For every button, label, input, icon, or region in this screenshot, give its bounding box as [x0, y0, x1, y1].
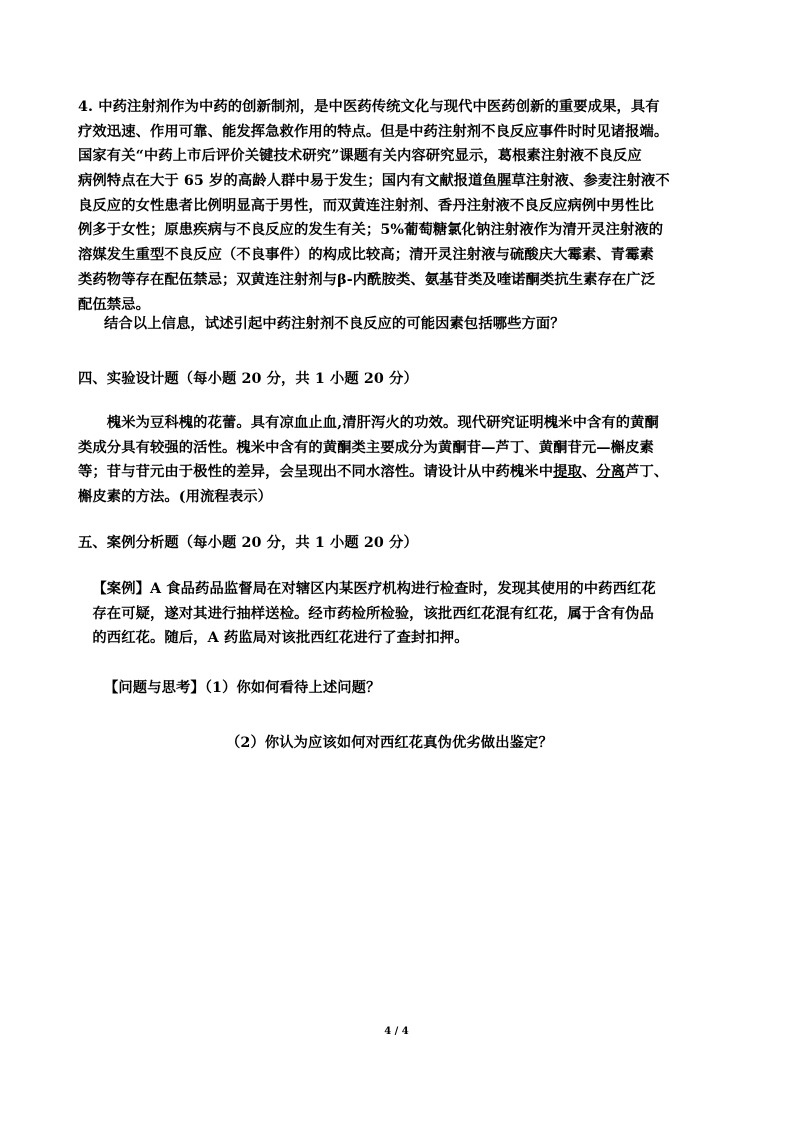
paragraph-line: 槲皮素的方法。(用流程表示）	[78, 489, 273, 506]
section-4-heading: 四、实验设计题（每小题 20 分，共 1 小题 20 分）	[78, 371, 418, 387]
paragraph-line: 配伍禁忌。	[78, 296, 150, 313]
paragraph-line: 例多于女性；原患疾病与不良反应的发生有关；5%葡萄糖氯化钠注射液作为清开灵注射液的	[78, 222, 664, 239]
paragraph-line: 病例特点在大于 65 岁的高龄人群中易于发生；国内有文献报道鱼腥草注射液、参麦注射液不	[78, 173, 670, 190]
paragraph-line: 类成分具有较强的活性。槐米中含有的黄酮类主要成分为黄酮苷—芦丁、黄酮苷元—槲皮素	[78, 439, 654, 456]
section-5-heading: 五、案例分析题（每小题 20 分，共 1 小题 20 分）	[78, 535, 418, 551]
question-4-prompt: 结合以上信息，试述引起中药注射剂不良反应的可能因素包括哪些方面？	[104, 316, 565, 332]
case-paragraph	[78, 577, 726, 651]
paragraph-line: 存在可疑，遂对其进行抽样送检。经市药检所检验，该批西红花混有红花，属于含有伪品	[92, 605, 654, 622]
case-question-1: 【问题与思考】（1）你如何看待上述问题？	[104, 680, 381, 696]
section-4-paragraph	[78, 411, 726, 510]
paragraph-line: 4. 中药注射剂作为中药的创新制剂，是中医药传统文化与现代中医药创新的重要成果，具有	[78, 99, 660, 115]
question-4-paragraph	[78, 95, 726, 317]
case-question-2: （2）你认为应该如何对西红花真伪优劣做出鉴定？	[226, 735, 553, 751]
paragraph-line: 类药物等存在配伍禁忌；双黄连注射剂与β-内酰胺类、氨基苷类及喹诺酮类抗生素存在广泛	[78, 271, 656, 288]
paragraph-line: 疗效迅速、作用可靠、能发挥急救作用的特点。但是中药注射剂不良反应事件时时见诸报端。	[78, 123, 669, 140]
page-number: 4 / 4	[384, 1026, 409, 1037]
paragraph-line: 的西红花。随后，A 药监局对该批西红花进行了查封扣押。	[92, 630, 469, 647]
paragraph-line: 国家有关“中药上市后评价关键技术研究”课题有关内容研究显示，葛根素注射液不良反应	[78, 148, 642, 165]
underlined-term: 提取	[553, 464, 582, 481]
paragraph-line: 等；苷与苷元由于极性的差异，会呈现出不同水溶性。请设计从中药槐米中提取、分离芦丁、	[78, 464, 669, 481]
underlined-term: 分离	[596, 464, 626, 481]
paragraph-line: 溶媒发生重型不良反应（不良事件）的构成比较高；清开灵注射液与硫酸庆大霉素、青霉素	[78, 247, 654, 264]
paragraph-line: 良反应的女性患者比例明显高于男性，而双黄连注射剂、香丹注射液不良反应病例中男性比	[78, 197, 654, 214]
paragraph-line: 槐米为豆科槐的花蕾。具有凉血止血,清肝泻火的功效。现代研究证明槐米中含有的黄酮	[106, 415, 659, 431]
paragraph-line: 【案例】A 食品药品监督局在对辖区内某医疗机构进行检查时，发现其使用的中药西红花	[92, 581, 656, 597]
